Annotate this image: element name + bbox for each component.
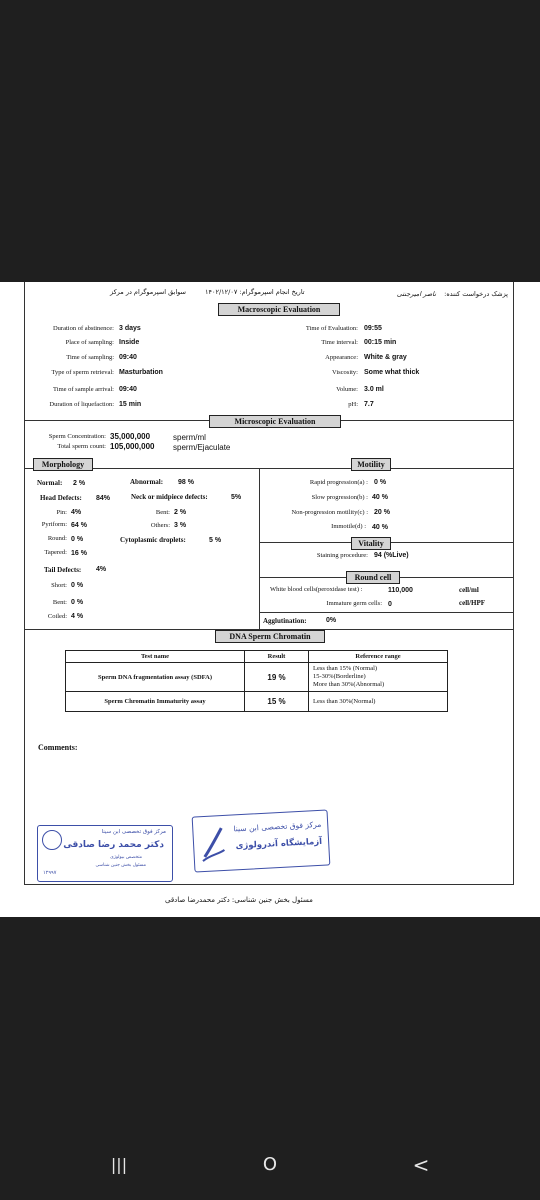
round-value: 0 % bbox=[71, 536, 84, 543]
short-value: 0 % bbox=[71, 582, 84, 589]
morphology-title: Morphology bbox=[33, 458, 93, 471]
comments-label: Comments: bbox=[38, 743, 78, 752]
immotile-label: Immotile(d) : bbox=[331, 523, 366, 530]
reference-line: Less than 15% (Normal) bbox=[313, 665, 378, 672]
stamp-center-name: مرکز فوق تخصصی ابن سینا bbox=[101, 829, 166, 835]
liquefaction-label: Duration of liquefaction: bbox=[49, 401, 114, 408]
place-label: Place of sampling: bbox=[65, 339, 114, 346]
normal-label: Normal: bbox=[37, 479, 63, 487]
doctor-stamp bbox=[37, 825, 173, 882]
stamp-specialty: متخصص بیولوژی bbox=[110, 855, 142, 860]
test-result: 15 % bbox=[245, 692, 309, 712]
back-button[interactable]: < bbox=[412, 1153, 430, 1177]
reference-line: More than 30%(Abnormal) bbox=[313, 681, 385, 688]
reference-range bbox=[309, 663, 448, 692]
appearance-label: Appearance: bbox=[325, 354, 358, 361]
volume-value: 3.0 ml bbox=[364, 386, 384, 393]
ph-value: 7.7 bbox=[364, 401, 374, 408]
stamp-code: ۱۲۹۹۷ bbox=[43, 870, 57, 876]
reference-range: Less than 30%(Normal) bbox=[309, 692, 448, 712]
concentration-label: Sperm Concentration: bbox=[48, 433, 106, 440]
pin-label: Pin: bbox=[56, 509, 67, 516]
table-header-row bbox=[66, 651, 448, 663]
micro-title: Microscopic Evaluation bbox=[209, 415, 341, 428]
retrieval-value: Masturbation bbox=[119, 369, 163, 376]
concentration-value: 35,000,000 bbox=[110, 432, 151, 441]
abnormal-value: 98 % bbox=[178, 479, 194, 486]
coiled-value: 4 % bbox=[71, 613, 84, 620]
test-name: Sperm Chromatin Immaturity assay bbox=[66, 692, 245, 712]
slow-label: Slow progression(b) : bbox=[311, 494, 368, 501]
interval-label: Time interval: bbox=[321, 339, 358, 346]
place-value: Inside bbox=[119, 339, 140, 346]
pyriform-label: Pyriform: bbox=[41, 521, 67, 528]
liquefaction-value: 15 min bbox=[119, 401, 142, 408]
test-date-value: ۱۴۰۲/۱۲/۰۷ bbox=[205, 288, 238, 296]
staining-label: Staining procedure: bbox=[316, 552, 368, 559]
immotile-value: 40 % bbox=[372, 524, 388, 531]
test-date-label: تاریخ انجام اسپرموگرام: bbox=[239, 288, 305, 296]
nonprog-label: Non-progression motility(c) : bbox=[291, 509, 368, 516]
test-name: Sperm DNA fragmentation assay (SDFA) bbox=[66, 663, 245, 692]
interval-value: 00:15 min bbox=[364, 339, 397, 346]
agglutination-value: 0% bbox=[326, 617, 337, 624]
viscosity-value: Some what thick bbox=[364, 369, 420, 376]
col-result: Result bbox=[245, 651, 309, 663]
coiled-label: Coiled: bbox=[47, 613, 67, 620]
table-row bbox=[66, 663, 448, 692]
table-row bbox=[66, 692, 448, 712]
retrieval-label: Type of sperm retrieval: bbox=[51, 369, 114, 376]
test-result: 19 % bbox=[245, 663, 309, 692]
eval-time-value: 09:55 bbox=[364, 325, 382, 332]
navigation-bar bbox=[0, 1130, 540, 1200]
head-defects-label: Head Defects: bbox=[40, 494, 82, 502]
round-label: Round: bbox=[47, 535, 67, 542]
appearance-value: White & gray bbox=[364, 354, 407, 361]
tail-bent-label: Bent: bbox=[52, 599, 67, 606]
doctor-label: پزشک درخواست کننده: bbox=[444, 290, 508, 298]
neck-defects-label: Neck or midpiece defects: bbox=[131, 493, 208, 501]
viscosity-label: Viscosity: bbox=[332, 369, 358, 376]
tail-defects-label: Tail Defects: bbox=[44, 566, 82, 574]
neck-defects-value: 5% bbox=[231, 494, 242, 501]
dna-table bbox=[65, 650, 448, 712]
time-sampling-value: 09:40 bbox=[119, 354, 137, 361]
wbc-label: White blood cells(peroxidase test) : bbox=[270, 586, 363, 593]
stamp-lab-name: آزمایشگاه آندرولوژی bbox=[235, 836, 323, 852]
abstinence-label: Duration of abstinence: bbox=[52, 325, 114, 332]
divider bbox=[24, 468, 513, 469]
ph-label: pH: bbox=[348, 401, 358, 408]
recent-apps-button[interactable]: ||| bbox=[110, 1155, 128, 1174]
reference-line: 15-30%(Borderline) bbox=[313, 673, 366, 680]
nonprog-value: 20 % bbox=[374, 509, 390, 516]
dna-title: DNA Sperm Chromatin bbox=[215, 630, 325, 643]
lab-stamp bbox=[192, 809, 331, 872]
stamp-lab-center: مرکز فوق تخصصی ابن سینا bbox=[233, 819, 322, 834]
wbc-value: 110,000 bbox=[388, 587, 413, 594]
germ-value: 0 bbox=[388, 601, 392, 608]
volume-label: Volume: bbox=[336, 386, 358, 393]
time-sampling-label: Time of sampling: bbox=[66, 354, 114, 361]
slow-value: 40 % bbox=[372, 494, 388, 501]
report-page bbox=[0, 282, 540, 917]
head-defects-value: 84% bbox=[96, 495, 111, 502]
pin-value: 4% bbox=[71, 509, 82, 516]
test-date bbox=[205, 288, 305, 296]
abnormal-label: Abnormal: bbox=[130, 478, 164, 486]
vitality-title: Vitality bbox=[351, 537, 391, 550]
rapid-value: 0 % bbox=[374, 479, 387, 486]
abstinence-value: 3 days bbox=[119, 325, 141, 332]
normal-value: 2 % bbox=[73, 480, 86, 487]
total-count-label: Total sperm count: bbox=[57, 443, 106, 450]
footer-signature: مسئول بخش جنین شناسی: دکتر محمدرضا صادقی bbox=[165, 896, 313, 904]
macro-title: Macroscopic Evaluation bbox=[218, 303, 340, 316]
stamp-position: مسئول بخش جنین شناسی bbox=[95, 863, 146, 868]
col-reference: Reference range bbox=[309, 651, 448, 663]
arrival-value: 09:40 bbox=[119, 386, 137, 393]
others-value: 3 % bbox=[174, 522, 187, 529]
home-button[interactable]: O bbox=[262, 1154, 278, 1175]
history-label: سوابق اسپرموگرام در مرکز bbox=[110, 288, 186, 296]
others-label: Others: bbox=[150, 522, 170, 529]
total-count-value: 105,000,000 bbox=[110, 442, 155, 451]
tail-defects-value: 4% bbox=[96, 566, 107, 573]
bent-label: Bent: bbox=[155, 509, 170, 516]
tapered-label: Tapered: bbox=[44, 549, 67, 556]
motility-title: Motility bbox=[351, 458, 391, 471]
lab-logo-icon bbox=[199, 824, 227, 863]
stamp-doctor-name: دکتر محمد رضا صادقی bbox=[63, 840, 164, 850]
bent-value: 2 % bbox=[174, 509, 187, 516]
total-count-unit: sperm/Ejaculate bbox=[173, 443, 231, 452]
divider bbox=[259, 612, 513, 613]
germ-unit: cell/HPF bbox=[459, 599, 486, 607]
cytoplasmic-label: Cytoplasmic droplets: bbox=[120, 536, 186, 544]
pyriform-value: 64 % bbox=[71, 522, 87, 529]
short-label: Short: bbox=[51, 582, 67, 589]
cytoplasmic-value: 5 % bbox=[209, 537, 222, 544]
arrival-label: Time of sample arrival: bbox=[53, 386, 114, 393]
divider bbox=[259, 468, 260, 629]
eval-time-label: Time of Evaluation: bbox=[305, 325, 358, 332]
requesting-doctor bbox=[397, 290, 508, 298]
wbc-unit: cell/ml bbox=[459, 586, 479, 594]
agglutination-label: Agglutination: bbox=[263, 617, 307, 625]
tail-bent-value: 0 % bbox=[71, 599, 84, 606]
tapered-value: 16 % bbox=[71, 550, 87, 557]
doctor-name: ناصر امیرجنتی bbox=[396, 290, 437, 298]
rapid-label: Rapid progression(a) : bbox=[309, 479, 368, 486]
stamp-seal-icon bbox=[42, 830, 62, 850]
roundcell-title: Round cell bbox=[346, 571, 400, 584]
germ-label: Immature germ cells: bbox=[326, 600, 382, 607]
staining-value: 94 (%Live) bbox=[374, 552, 409, 559]
concentration-unit: sperm/ml bbox=[173, 433, 206, 442]
col-test-name: Test name bbox=[66, 651, 245, 663]
